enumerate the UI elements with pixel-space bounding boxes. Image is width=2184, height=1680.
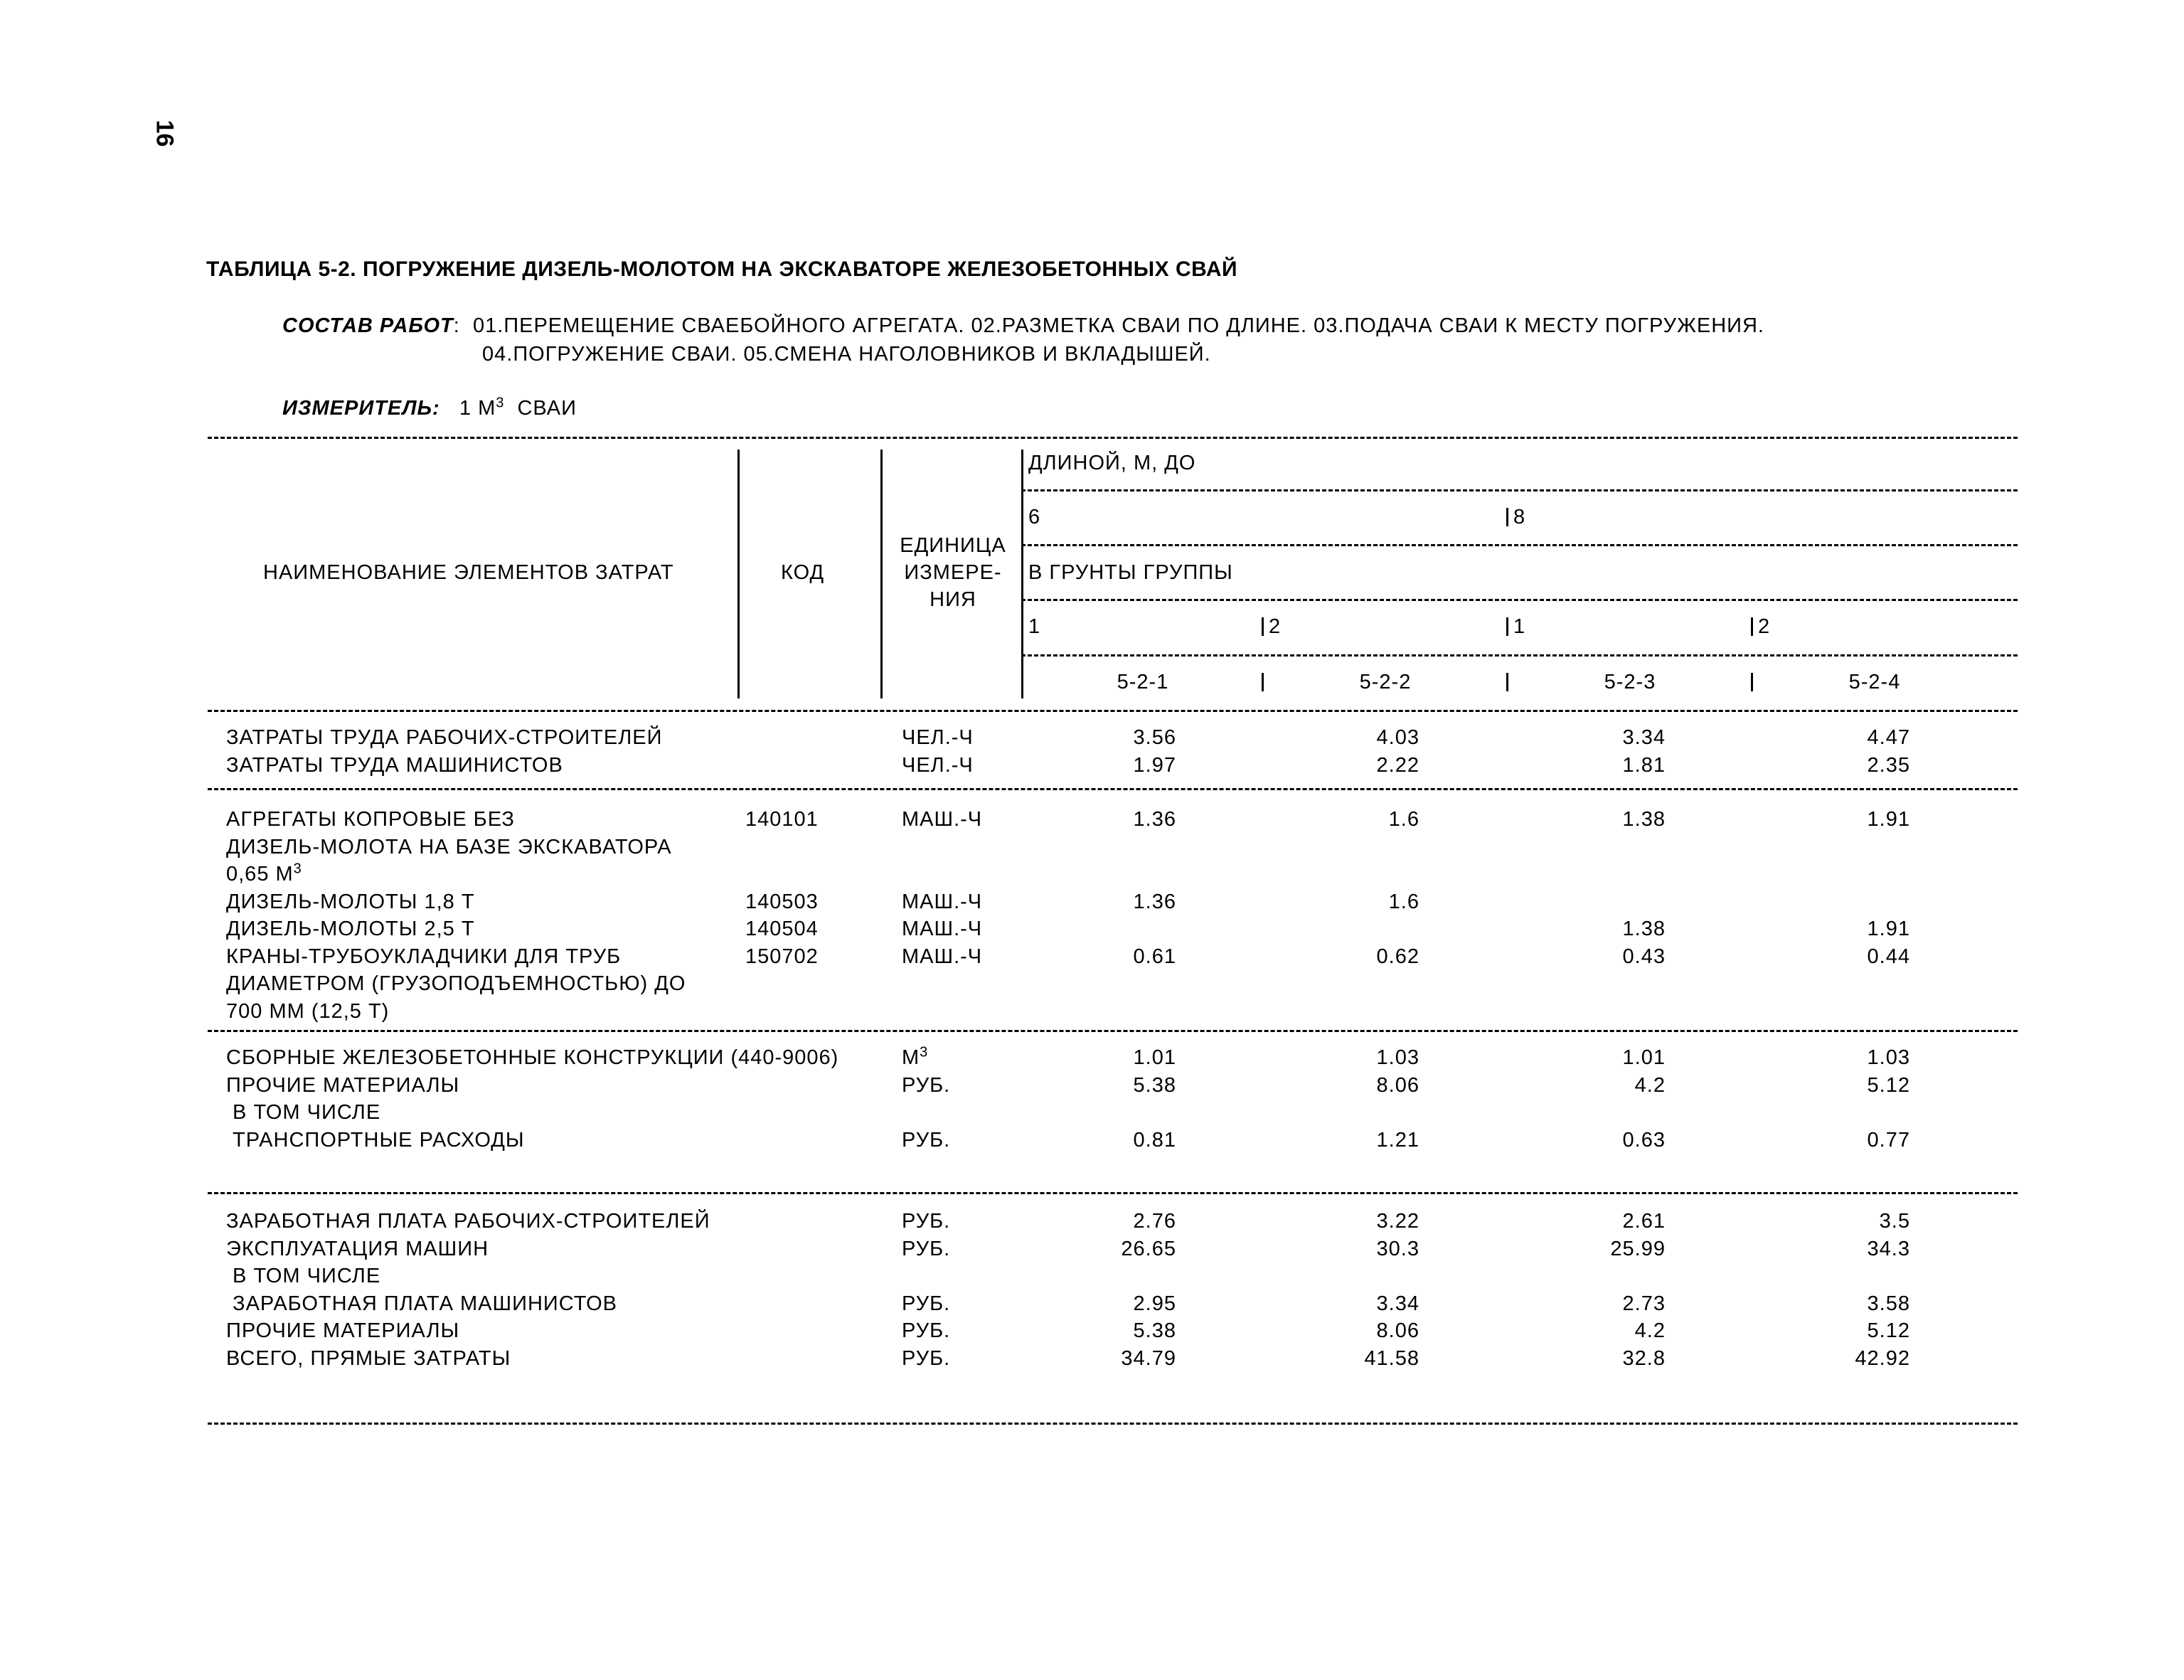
work-composition-line2: 04.ПОГРУЖЕНИЕ СВАИ. 05.СМЕНА НАГОЛОВНИКОВ И ВКЛАДЫШЕЙ. bbox=[482, 343, 1211, 366]
measure-label: ИЗМЕРИТЕЛЬ: bbox=[282, 397, 440, 420]
header-group-1b: 1 bbox=[1513, 615, 1526, 638]
row-name: ДИЗЕЛЬ-МОЛОТЫ 1,8 Т bbox=[226, 890, 475, 913]
header-code-4: 5-2-4 bbox=[1848, 671, 1901, 693]
header-group-2b: 2 bbox=[1758, 615, 1771, 638]
row-value-2: 8.06 bbox=[1376, 1319, 1419, 1342]
row-unit: МАШ.-Ч bbox=[902, 945, 983, 968]
row-name-sup: 3 bbox=[293, 861, 302, 877]
header-length-label: ДЛИНОЙ, М, ДО bbox=[1028, 452, 1196, 474]
row-name: ДИЗЕЛЬ-МОЛОТА НА БАЗЕ ЭКСКАВАТОРА bbox=[226, 835, 672, 858]
row-code: 140504 bbox=[745, 918, 819, 940]
row-value-2: 1.03 bbox=[1376, 1046, 1419, 1069]
row-unit-sup: 3 bbox=[920, 1044, 929, 1060]
row-value-4: 3.58 bbox=[1867, 1292, 1910, 1315]
section-rule-0 bbox=[208, 710, 2018, 712]
row-name: ЭКСПЛУАТАЦИЯ МАШИН bbox=[226, 1237, 489, 1260]
row-value-4: 0.77 bbox=[1867, 1128, 1910, 1152]
row-code: 150702 bbox=[745, 945, 819, 968]
header-length-6: 6 bbox=[1028, 506, 1041, 528]
row-value-4: 5.12 bbox=[1867, 1319, 1910, 1342]
work-composition-label: СОСТАВ РАБОТ bbox=[282, 314, 454, 337]
page-number: 16 bbox=[151, 119, 179, 147]
row-value-3: 32.8 bbox=[1622, 1346, 1666, 1370]
row-name: ПРОЧИЕ МАТЕРИАЛЫ bbox=[226, 1319, 460, 1342]
header-code-col: КОД bbox=[781, 561, 825, 584]
row-value-4: 1.91 bbox=[1867, 918, 1910, 940]
row-unit: РУБ. bbox=[902, 1346, 951, 1370]
header-code-2: 5-2-2 bbox=[1359, 671, 1412, 693]
row-value-1: 26.65 bbox=[1121, 1237, 1176, 1260]
measure bbox=[282, 397, 577, 420]
table-top-rule bbox=[208, 437, 2018, 439]
row-unit: МАШ.-Ч bbox=[902, 890, 983, 913]
row-value-2: 3.34 bbox=[1376, 1292, 1419, 1315]
section-rule-1 bbox=[208, 788, 2018, 790]
row-name: В ТОМ ЧИСЛЕ bbox=[226, 1265, 381, 1287]
section-rule-3 bbox=[208, 1192, 2018, 1194]
row-value-4: 3.5 bbox=[1879, 1210, 1910, 1233]
header-rule-4 bbox=[1021, 654, 2018, 656]
section-rule-4 bbox=[208, 1423, 2018, 1425]
row-value-4: 34.3 bbox=[1867, 1237, 1910, 1260]
header-mini-bar-g1b bbox=[1506, 617, 1508, 636]
row-name: ВСЕГО, ПРЯМЫЕ ЗАТРАТЫ bbox=[226, 1346, 511, 1370]
measure-value-sup: 3 bbox=[496, 395, 505, 411]
row-value-2: 2.22 bbox=[1376, 753, 1419, 777]
row-value-3: 1.01 bbox=[1622, 1046, 1666, 1069]
header-divider-unit bbox=[880, 450, 883, 698]
row-name: ДИЗЕЛЬ-МОЛОТЫ 2,5 Т bbox=[226, 918, 475, 940]
header-unit-line2: ИЗМЕРЕ- bbox=[904, 561, 1002, 584]
row-unit: МАШ.-Ч bbox=[902, 918, 983, 940]
row-unit: РУБ. bbox=[902, 1073, 951, 1097]
row-value-3: 0.63 bbox=[1622, 1128, 1666, 1152]
header-divider-values bbox=[1021, 450, 1023, 698]
header-code-1: 5-2-1 bbox=[1117, 671, 1169, 693]
row-code: 140101 bbox=[745, 808, 819, 831]
header-group-2a: 2 bbox=[1269, 615, 1282, 638]
header-mini-bar-g2a bbox=[1262, 617, 1264, 636]
table-title: ТАБЛИЦА 5-2. ПОГРУЖЕНИЕ ДИЗЕЛЬ-МОЛОТОМ НА ЭКСКАВАТОРЕ ЖЕЛЕЗОБЕТОННЫХ СВАЙ bbox=[206, 257, 1238, 281]
header-name-col: НАИМЕНОВАНИЕ ЭЛЕМЕНТОВ ЗАТРАТ bbox=[263, 561, 674, 584]
row-value-2: 30.3 bbox=[1376, 1237, 1419, 1260]
row-unit: РУБ. bbox=[902, 1128, 951, 1152]
row-unit: РУБ. bbox=[902, 1292, 951, 1315]
row-name: КРАНЫ-ТРУБОУКЛАДЧИКИ ДЛЯ ТРУБ bbox=[226, 945, 622, 968]
row-unit: РУБ. bbox=[902, 1319, 951, 1342]
row-name: ТРАНСПОРТНЫЕ РАСХОДЫ bbox=[226, 1128, 525, 1152]
row-value-2: 1.21 bbox=[1376, 1128, 1419, 1152]
row-unit: ЧЕЛ.-Ч bbox=[902, 753, 974, 777]
row-value-1: 1.36 bbox=[1133, 808, 1176, 831]
row-name: ЗАРАБОТНАЯ ПЛАТА РАБОЧИХ-СТРОИТЕЛЕЙ bbox=[226, 1210, 710, 1233]
header-soil-label: В ГРУНТЫ ГРУППЫ bbox=[1028, 561, 1233, 584]
row-name: ЗАРАБОТНАЯ ПЛАТА МАШИНИСТОВ bbox=[226, 1292, 618, 1315]
row-value-1: 0.61 bbox=[1133, 945, 1176, 968]
row-value-1: 34.79 bbox=[1121, 1346, 1176, 1370]
row-value-3: 3.34 bbox=[1622, 726, 1666, 749]
row-value-3: 2.73 bbox=[1622, 1292, 1666, 1315]
work-composition-line1: 01.ПЕРЕМЕЩЕНИЕ СВАЕБОЙНОГО АГРЕГАТА. 02.РАЗМЕТКА СВАИ ПО ДЛИНЕ. 03.ПОДАЧА СВАИ К МЕСТУ ПОГРУЖЕНИЯ. bbox=[472, 314, 1764, 337]
row-value-3: 4.2 bbox=[1634, 1319, 1666, 1342]
row-value-4: 1.03 bbox=[1867, 1046, 1910, 1069]
row-name: ЗАТРАТЫ ТРУДА МАШИНИСТОВ bbox=[226, 753, 563, 777]
row-name: ЗАТРАТЫ ТРУДА РАБОЧИХ-СТРОИТЕЛЕЙ bbox=[226, 726, 663, 749]
row-name: СБОРНЫЕ ЖЕЛЕЗОБЕТОННЫЕ КОНСТРУКЦИИ (440-9006) bbox=[226, 1046, 839, 1069]
header-mini-bar-g2b bbox=[1751, 617, 1753, 636]
header-mini-bar-8 bbox=[1506, 508, 1508, 526]
header-mini-bar-c2 bbox=[1262, 673, 1264, 691]
row-value-2: 1.6 bbox=[1388, 890, 1419, 913]
row-value-4: 4.47 bbox=[1867, 726, 1910, 749]
header-rule-1 bbox=[1021, 489, 2018, 491]
row-value-3: 25.99 bbox=[1610, 1237, 1666, 1260]
row-value-2: 41.58 bbox=[1364, 1346, 1419, 1370]
measure-value-prefix: 1 М bbox=[459, 397, 496, 420]
row-name: В ТОМ ЧИСЛЕ bbox=[226, 1101, 381, 1124]
header-unit-line1: ЕДИНИЦА bbox=[900, 534, 1006, 557]
row-value-1: 5.38 bbox=[1133, 1073, 1176, 1097]
work-composition: СОСТАВ РАБОТ: 01.ПЕРЕМЕЩЕНИЕ СВАЕБОЙНОГО АГРЕГАТА. 02.РАЗМЕТКА СВАИ ПО ДЛИНЕ. 03.ПОДАЧА СВАИ К МЕСТУ ПОГРУЖЕНИЯ. bbox=[282, 314, 1764, 337]
row-value-2: 4.03 bbox=[1376, 726, 1419, 749]
row-value-4: 1.91 bbox=[1867, 808, 1910, 831]
header-rule-2 bbox=[1021, 544, 2018, 546]
row-value-3: 4.2 bbox=[1634, 1073, 1666, 1097]
row-value-4: 42.92 bbox=[1855, 1346, 1910, 1370]
row-value-1: 3.56 bbox=[1133, 726, 1176, 749]
header-mini-bar-c3 bbox=[1506, 673, 1508, 691]
header-unit-line3: НИЯ bbox=[929, 588, 976, 611]
row-value-4: 0.44 bbox=[1867, 945, 1910, 968]
row-value-1: 1.97 bbox=[1133, 753, 1176, 777]
row-unit: МАШ.-Ч bbox=[902, 808, 983, 831]
row-value-3: 1.38 bbox=[1622, 918, 1666, 940]
row-value-2: 3.22 bbox=[1376, 1210, 1419, 1233]
row-name: ДИАМЕТРОМ (ГРУЗОПОДЪЕМНОСТЬЮ) ДО bbox=[226, 972, 686, 995]
row-value-2: 1.6 bbox=[1388, 808, 1419, 831]
header-rule-3 bbox=[1021, 599, 2018, 601]
row-value-4: 5.12 bbox=[1867, 1073, 1910, 1097]
header-length-8: 8 bbox=[1513, 506, 1526, 528]
row-unit: РУБ. bbox=[902, 1210, 951, 1233]
header-divider-code bbox=[737, 450, 740, 698]
row-value-3: 2.61 bbox=[1622, 1210, 1666, 1233]
row-value-1: 2.76 bbox=[1133, 1210, 1176, 1233]
header-code-3: 5-2-3 bbox=[1604, 671, 1656, 693]
row-name: ПРОЧИЕ МАТЕРИАЛЫ bbox=[226, 1073, 460, 1097]
row-value-3: 1.38 bbox=[1622, 808, 1666, 831]
row-value-3: 1.81 bbox=[1622, 753, 1666, 777]
header-group-1a: 1 bbox=[1028, 615, 1041, 638]
row-name: АГРЕГАТЫ КОПРОВЫЕ БЕЗ bbox=[226, 808, 515, 831]
row-value-3: 0.43 bbox=[1622, 945, 1666, 968]
row-value-1: 1.36 bbox=[1133, 890, 1176, 913]
row-value-1: 1.01 bbox=[1133, 1046, 1176, 1069]
row-name: 700 ММ (12,5 Т) bbox=[226, 999, 390, 1023]
section-rule-2 bbox=[208, 1030, 2018, 1032]
row-code: 140503 bbox=[745, 890, 819, 913]
row-value-2: 0.62 bbox=[1376, 945, 1419, 968]
row-value-2: 8.06 bbox=[1376, 1073, 1419, 1097]
row-value-1: 2.95 bbox=[1133, 1292, 1176, 1315]
row-value-1: 0.81 bbox=[1133, 1128, 1176, 1152]
row-value-4: 2.35 bbox=[1867, 753, 1910, 777]
row-unit: $М^3$ bbox=[902, 1044, 929, 1069]
row-unit: ЧЕЛ.-Ч bbox=[902, 726, 974, 749]
measure-value-suffix: СВАИ bbox=[517, 397, 577, 420]
row-unit: РУБ. bbox=[902, 1237, 951, 1260]
header-mini-bar-c4 bbox=[1751, 673, 1753, 691]
row-value-1: 5.38 bbox=[1133, 1319, 1176, 1342]
row-name: 0,65 $М^3$ bbox=[226, 861, 302, 886]
